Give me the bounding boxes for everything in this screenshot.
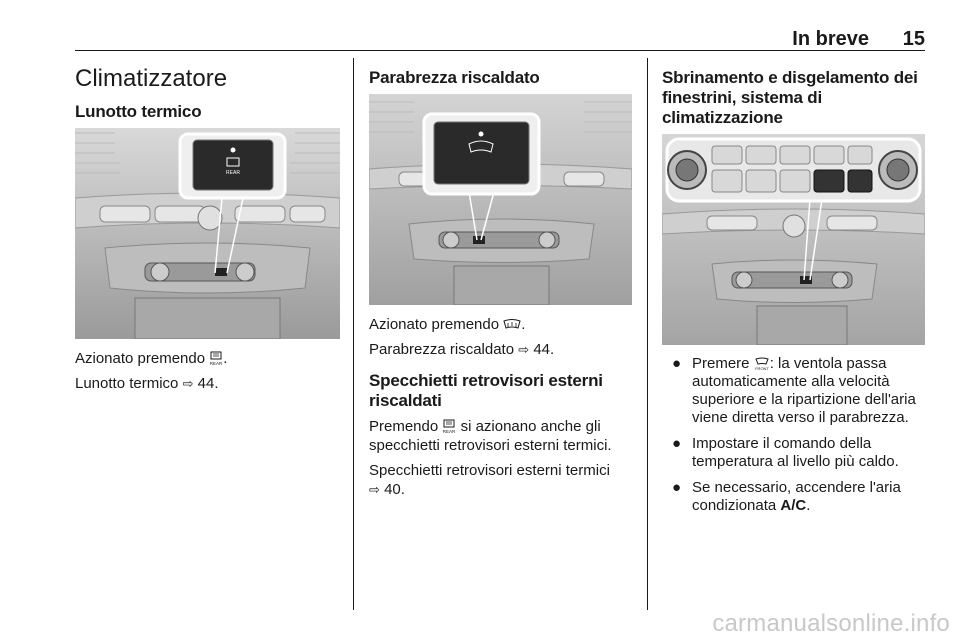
rear-heater-reference: Lunotto termico ⇨ 44.: [75, 375, 219, 392]
ac-label: A/C: [780, 497, 807, 514]
column-divider-2: [647, 58, 648, 610]
windscreen-heat-icon: [503, 319, 521, 331]
column-divider-1: [353, 58, 354, 610]
column-3: [662, 62, 925, 523]
section-title: In breve: [792, 28, 869, 50]
rear-window-heat-icon: [442, 419, 456, 435]
rear-window-heat-icon: [209, 351, 223, 367]
page-header: [75, 28, 925, 50]
defrost-heading: Sbrinamento e disgelamento dei finestrini, sistema di climatizzazione: [662, 68, 918, 127]
svg-text:REAR: REAR: [210, 361, 223, 367]
rear-heater-instruction: Azionato premendo REAR .: [75, 350, 228, 367]
windscreen-heading: Parabrezza riscaldato: [369, 68, 540, 87]
svg-text:REAR: REAR: [443, 429, 456, 435]
list-item: ● Impostare il comando della temperatura al livello più caldo.: [672, 435, 899, 470]
defrost-controls-figure: [662, 134, 925, 345]
svg-text:REAR: REAR: [226, 170, 240, 176]
watermark: carmanualsonline.info: [712, 610, 950, 637]
column-1: [75, 62, 340, 399]
list-item: ● Se necessario, accendere l'aria condizionata A/C.: [672, 479, 901, 514]
bullet-icon: ●: [672, 435, 682, 452]
subsection-title: Lunotto termico: [75, 102, 202, 121]
rear-window-heater-figure: [75, 128, 340, 339]
reference-arrow-icon: ⇨: [369, 482, 380, 497]
mirrors-instruction: Premendo REAR si azionano anche gli specchietti retrovisori esterni termici.: [369, 418, 612, 454]
reference-arrow-icon: ⇨: [182, 376, 194, 391]
mirrors-reference: Specchietti retrovisori esterni termici ⇨ 40.: [369, 462, 610, 498]
column-2: [369, 62, 632, 505]
mirrors-heading: Specchietti retrovisori esterni riscaldati: [369, 371, 603, 410]
page-number: 15: [902, 28, 925, 50]
bullet-icon: ●: [672, 355, 682, 372]
reference-arrow-icon: ⇨: [518, 342, 530, 357]
header-rule: [75, 50, 925, 51]
bullet-icon: ●: [672, 479, 682, 496]
front-defrost-icon: [754, 357, 770, 371]
svg-text:FRONT: FRONT: [754, 366, 769, 372]
defrost-steps: [662, 355, 925, 515]
windscreen-reference: Parabrezza riscaldato ⇨ 44.: [369, 341, 555, 358]
list-item: ● Premere FRONT : la ventola passa automaticamente alla velocità superiore e la ripartizione dell'aria viene diretta verso il parabrezza.: [672, 355, 916, 426]
windscreen-instruction: Azionato premendo .: [369, 316, 526, 333]
heated-windscreen-figure: [369, 94, 632, 305]
chapter-title: Climatizzatore: [75, 65, 228, 92]
